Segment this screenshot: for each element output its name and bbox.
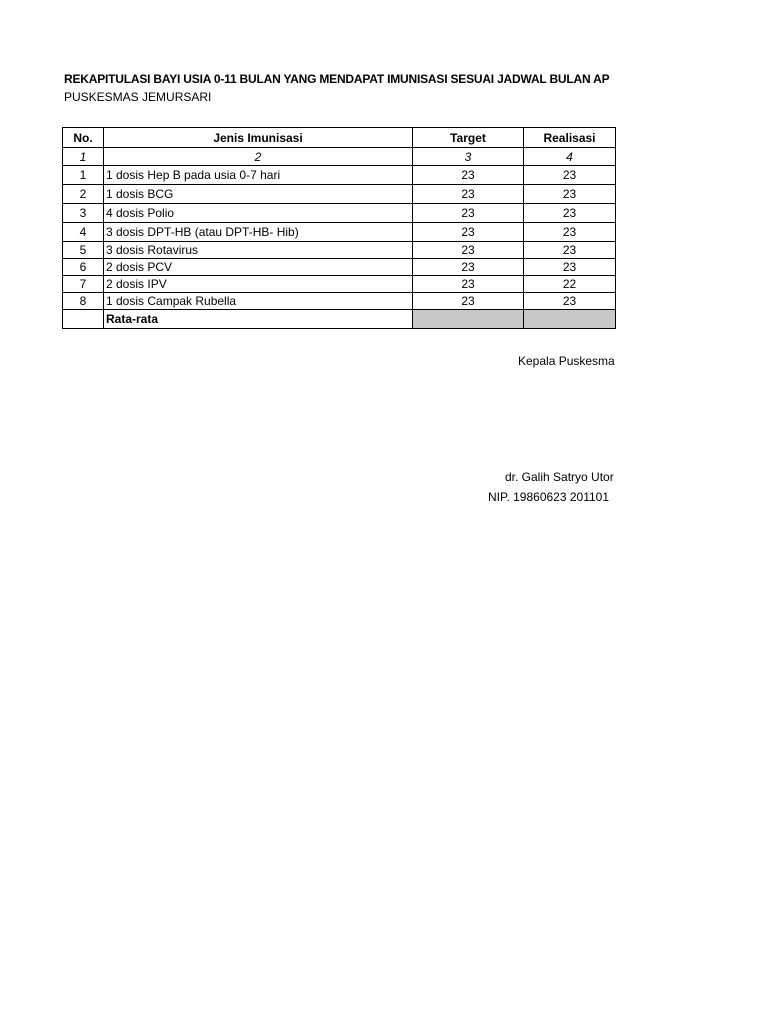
- index-target: 3: [413, 148, 524, 166]
- row-realisasi: 23: [524, 185, 616, 204]
- column-index-row: [63, 148, 616, 166]
- signature-position: Kepala Puskesma: [518, 354, 615, 368]
- row-jenis: 3 dosis DPT-HB (atau DPT-HB- Hib): [104, 223, 413, 242]
- average-label: Rata-rata: [104, 310, 413, 329]
- average-target-cell: [413, 310, 524, 329]
- signature-nip: NIP. 19860623 201101: [488, 490, 610, 504]
- row-no: 4: [63, 223, 104, 242]
- row-jenis: 2 dosis PCV: [104, 259, 413, 276]
- row-realisasi: 23: [524, 259, 616, 276]
- row-target: 23: [413, 185, 524, 204]
- row-no: 2: [63, 185, 104, 204]
- row-no: 1: [63, 166, 104, 185]
- row-jenis: 1 dosis Hep B pada usia 0-7 hari: [104, 166, 413, 185]
- row-realisasi: 22: [524, 276, 616, 293]
- row-no: 7: [63, 276, 104, 293]
- table-row: [63, 242, 616, 259]
- row-target: 23: [413, 204, 524, 223]
- row-target: 23: [413, 276, 524, 293]
- row-target: 23: [413, 259, 524, 276]
- average-realisasi-cell: [524, 310, 616, 329]
- row-realisasi: 23: [524, 223, 616, 242]
- immunization-table: [62, 127, 616, 329]
- table-row: [63, 293, 616, 310]
- average-no-cell: [63, 310, 104, 329]
- header-realisasi: Realisasi: [524, 128, 616, 148]
- table-row: [63, 223, 616, 242]
- row-target: 23: [413, 293, 524, 310]
- row-no: 3: [63, 204, 104, 223]
- index-realisasi: 4: [524, 148, 616, 166]
- row-jenis: 1 dosis Campak Rubella: [104, 293, 413, 310]
- row-no: 8: [63, 293, 104, 310]
- row-realisasi: 23: [524, 204, 616, 223]
- row-target: 23: [413, 223, 524, 242]
- row-no: 6: [63, 259, 104, 276]
- index-jenis: 2: [104, 148, 413, 166]
- table-row: [63, 204, 616, 223]
- index-no: 1: [63, 148, 104, 166]
- row-target: 23: [413, 166, 524, 185]
- row-realisasi: 23: [524, 166, 616, 185]
- document-subtitle: PUSKESMAS JEMURSARI: [64, 90, 212, 104]
- row-target: 23: [413, 242, 524, 259]
- table-row: [63, 166, 616, 185]
- document-title: REKAPITULASI BAYI USIA 0-11 BULAN YANG MENDAPAT IMUNISASI SESUAI JADWAL BULAN AP: [64, 72, 610, 86]
- row-jenis: 1 dosis BCG: [104, 185, 413, 204]
- row-jenis: 3 dosis Rotavirus: [104, 242, 413, 259]
- average-row: [63, 310, 616, 329]
- header-target: Target: [413, 128, 524, 148]
- row-realisasi: 23: [524, 293, 616, 310]
- table-row: [63, 185, 616, 204]
- header-no: No.: [63, 128, 104, 148]
- header-jenis: Jenis Imunisasi: [104, 128, 413, 148]
- row-realisasi: 23: [524, 242, 616, 259]
- row-no: 5: [63, 242, 104, 259]
- signature-name: dr. Galih Satryo Utor: [505, 470, 614, 484]
- table-row: [63, 276, 616, 293]
- table-header-row: [63, 128, 616, 148]
- table-row: [63, 259, 616, 276]
- row-jenis: 4 dosis Polio: [104, 204, 413, 223]
- row-jenis: 2 dosis IPV: [104, 276, 413, 293]
